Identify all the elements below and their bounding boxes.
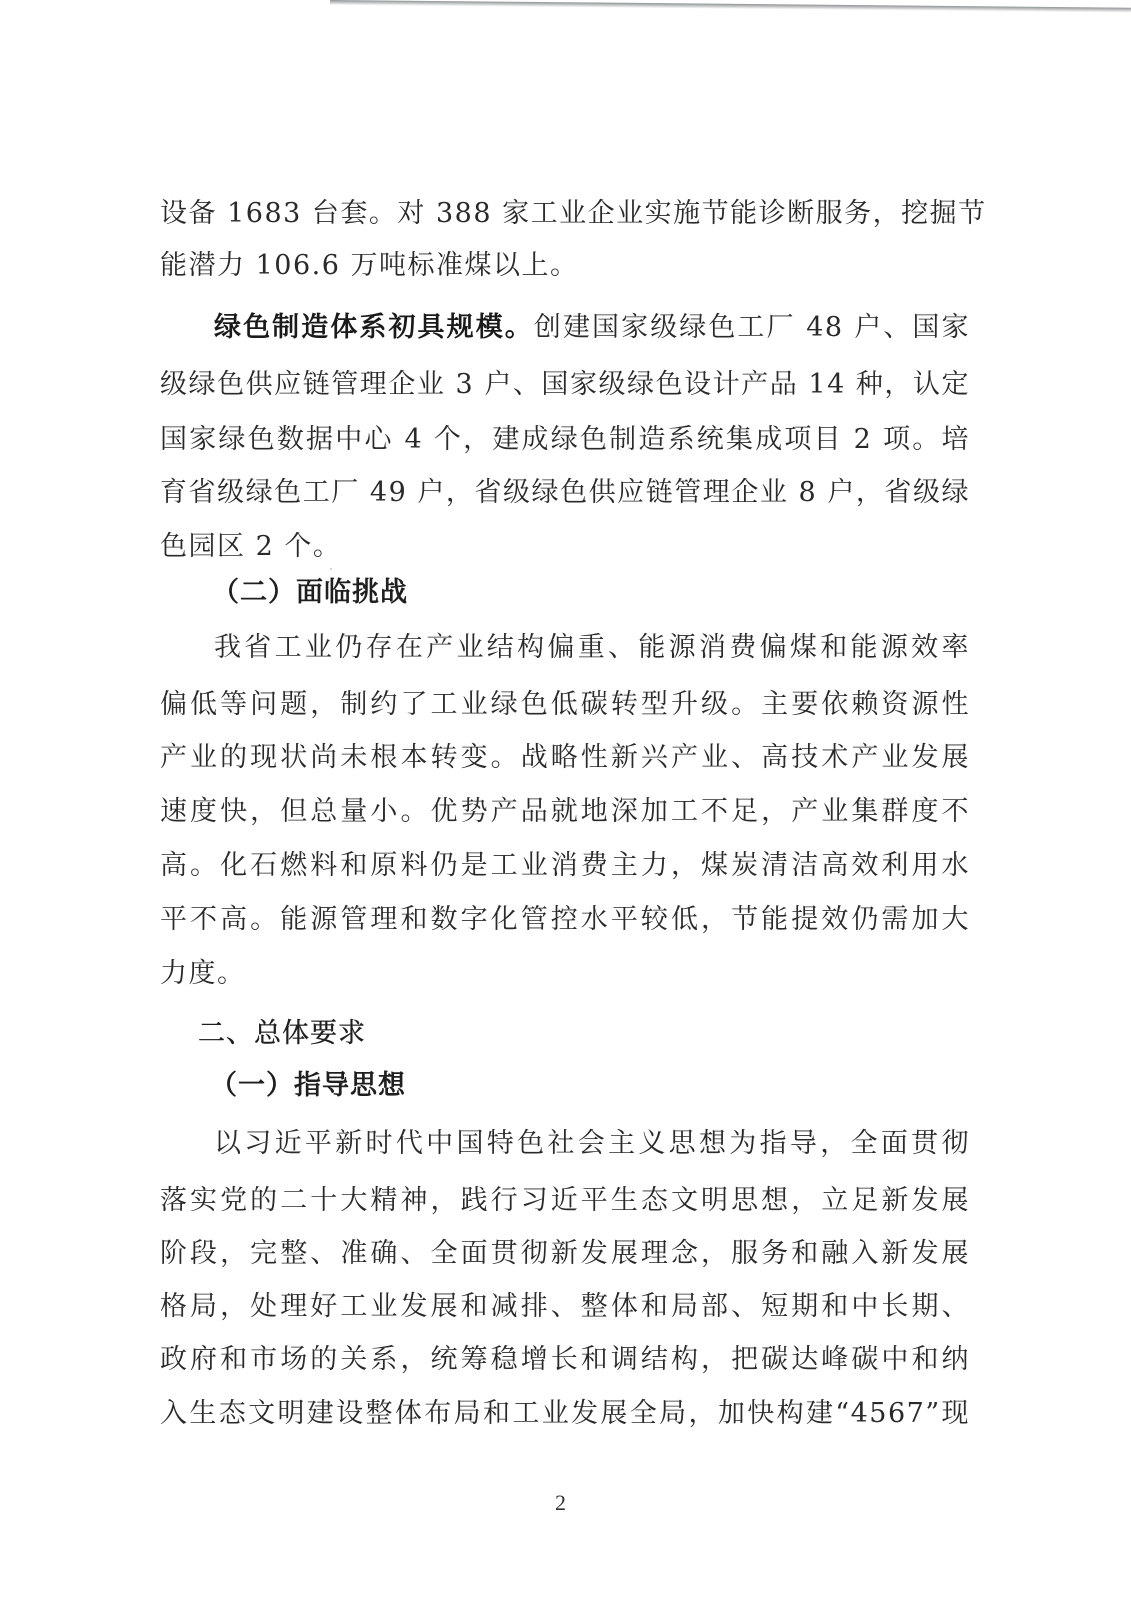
paragraph-line: 色园区 2 个。 (160, 531, 342, 562)
paragraph-line: 阶段，完整、准确、全面贯彻新发展理念，服务和融入新发展 (160, 1238, 970, 1269)
section-heading-overall-requirements: 二、总体要求 (198, 1018, 366, 1049)
paragraph-line: 速度快，但总量小。优势产品就地深加工不足，产业集群度不 (160, 796, 970, 827)
paragraph-line: 国家绿色数据中心 4 个，建成绿色制造系统集成项目 2 项。培 (160, 424, 970, 455)
paragraph-first-line (214, 310, 970, 346)
paragraph-text: 创建国家级绿色工厂 48 户、国家 (533, 312, 970, 343)
paragraph-line: 格局，处理好工业发展和减排、整体和局部、短期和中长期、 (160, 1291, 970, 1322)
paragraph-line: 平不高。能源管理和数字化管控水平较低，节能提效仍需加大 (160, 904, 970, 935)
paragraph-line: 级绿色供应链管理企业 3 户、国家级绿色设计产品 14 种，认定 (160, 369, 970, 400)
paragraph-line: 政府和市场的关系，统筹稳增长和调结构，把碳达峰碳中和纳 (160, 1344, 970, 1375)
paragraph-line: 高。化石燃料和原料仍是工业消费主力，煤炭清洁高效利用水 (160, 850, 970, 881)
paragraph-line: 入生态文明建设整体布局和工业发展全局，加快构建“4567”现 (160, 1398, 970, 1429)
section-heading-challenges: （二）面临挑战 (212, 577, 408, 608)
scan-speck (330, 568, 332, 570)
paragraph-line: 产业的现状尚未根本转变。战略性新兴产业、高技术产业发展 (160, 742, 970, 773)
paragraph-line: 以习近平新时代中国特色社会主义思想为指导，全面贯彻 (214, 1128, 970, 1159)
bold-lead-text: 绿色制造体系初具规模。 (214, 312, 534, 343)
paragraph-line: 偏低等问题，制约了工业绿色低碳转型升级。主要依赖资源性 (160, 689, 970, 720)
page-number: 2 (555, 1490, 566, 1515)
paragraph-line: 我省工业仍存在产业结构偏重、能源消费偏煤和能源效率 (214, 632, 970, 663)
paragraph-line: 设备 1683 台套。对 388 家工业企业实施节能诊断服务，挖掘节 (160, 198, 987, 229)
paragraph-line: 能潜力 106.6 万吨标准煤以上。 (160, 250, 579, 281)
paragraph-line: 落实党的二十大精神，践行习近平生态文明思想，立足新发展 (160, 1185, 970, 1216)
paragraph-line: 力度。 (160, 958, 246, 989)
paragraph-line: 育省级绿色工厂 49 户，省级绿色供应链管理企业 8 户，省级绿 (160, 477, 970, 508)
section-heading-guiding-ideology: （一）指导思想 (210, 1070, 406, 1101)
